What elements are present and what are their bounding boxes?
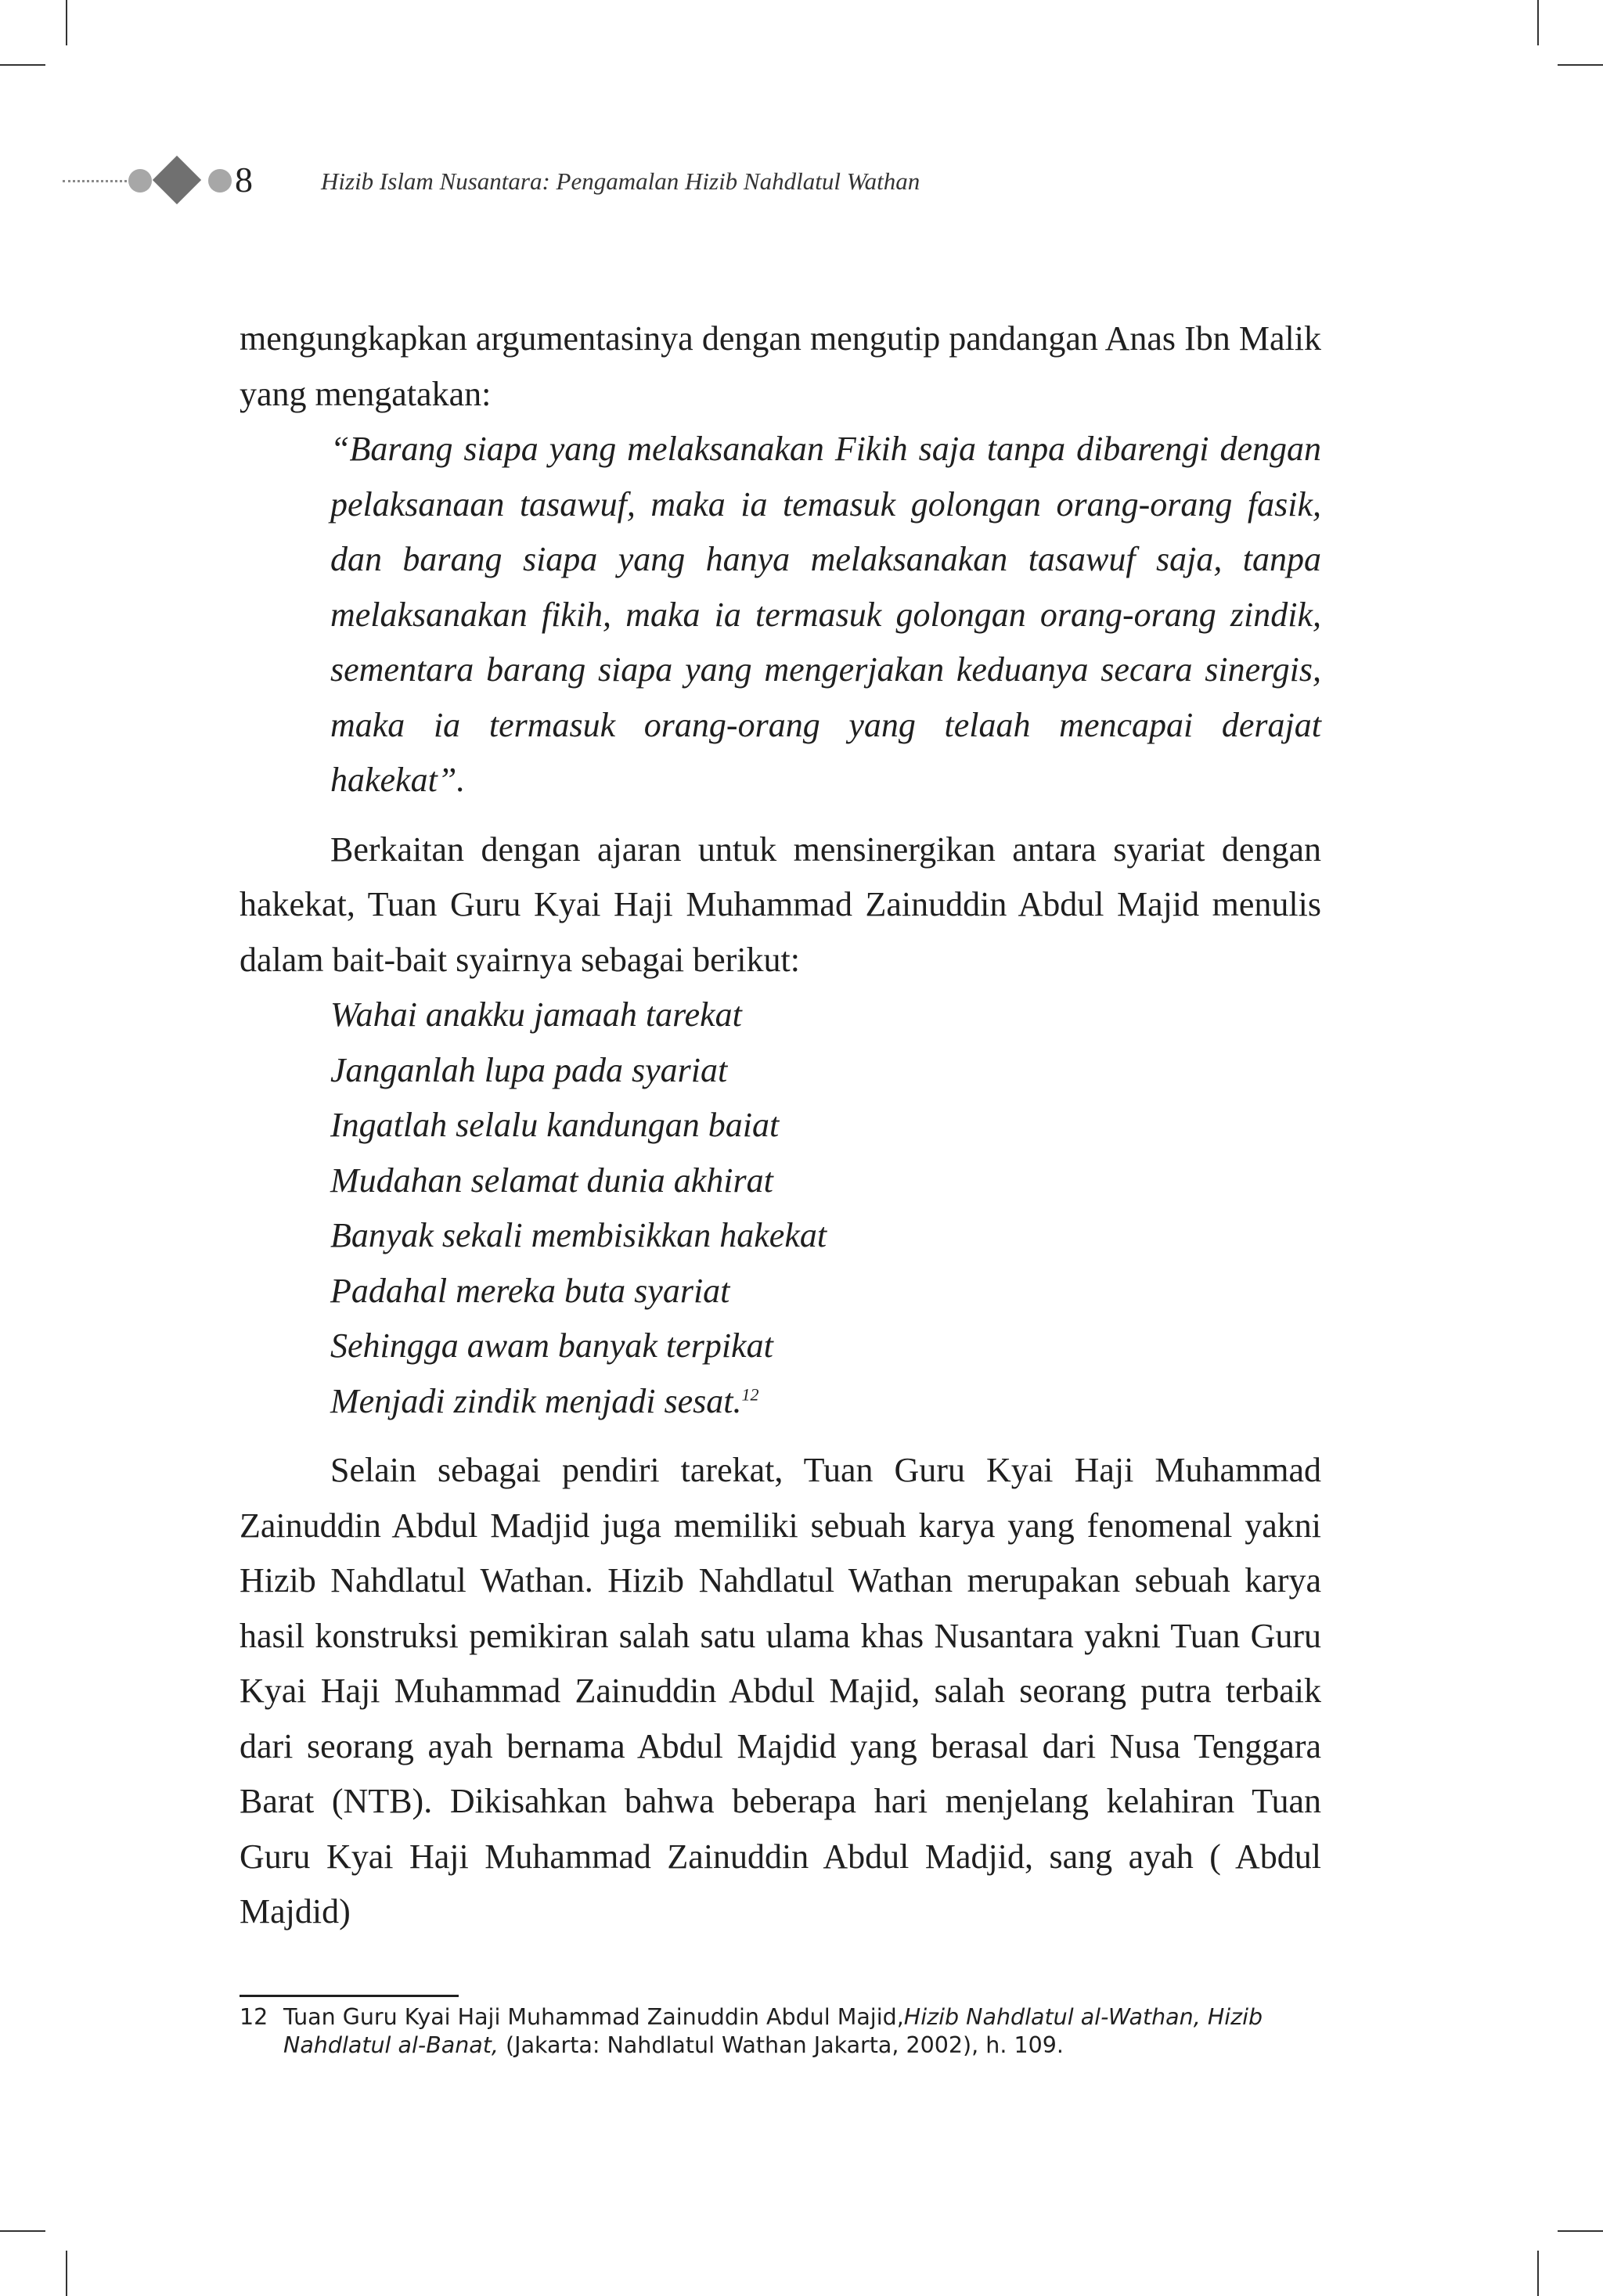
page-header <box>0 153 1603 208</box>
poem-line: Ingatlah selalu kandungan baiat <box>330 1106 780 1144</box>
poem-line: Padahal mereka buta syariat <box>330 1271 730 1310</box>
poem-line-text: Menjadi zindik menjadi sesat. <box>330 1381 742 1420</box>
footnote-reference[interactable]: 12 <box>741 1384 759 1404</box>
poem-line: Janganlah lupa pada syariat <box>330 1050 728 1089</box>
poem-line-last <box>330 1374 1321 1430</box>
poem-line: Banyak sekali membisikkan hakekat <box>330 1216 827 1254</box>
crop-mark-bottom-left-horizontal <box>0 2230 45 2232</box>
paragraph-2: Berkaitan dengan ajaran untuk mensinergikan antara syariat dengan hakekat, Tuan Guru Kyai Haji Muhammad Zainuddin Abdul Majid menulis dalam bait-bait syairnya sebagai berikut: <box>240 830 1321 979</box>
footnote-text <box>283 2003 1321 2060</box>
footnote-publication: (Jakarta: Nahdlatul Wathan Jakarta, 2002), h. 109. <box>498 2032 1064 2058</box>
crop-mark-bottom-right-vertical <box>1537 2251 1539 2296</box>
header-dotted-line <box>63 180 131 182</box>
running-title: Hizib Islam Nusantara: Pengamalan Hizib Nahdlatul Wathan <box>321 167 920 195</box>
page-number: 8 <box>235 160 253 200</box>
crop-mark-bottom-right-horizontal <box>1558 2230 1603 2232</box>
poem-line: Sehingga awam banyak terpikat <box>330 1326 773 1365</box>
crop-mark-top-right-horizontal <box>1558 64 1603 66</box>
crop-mark-top-right-vertical <box>1537 0 1539 45</box>
body-text <box>240 311 1321 1940</box>
footnote <box>240 2003 1321 2060</box>
poem-line: Wahai anakku jamaah tarekat <box>330 995 742 1034</box>
paragraph-3: Selain sebagai pendiri tarekat, Tuan Guru Kyai Haji Muhammad Zainuddin Abdul Madjid juga memiliki sebuah karya yang fenomenal yakni Hizib Nahdlatul Wathan. Hizib Nahdlatul Wathan merupakan sebuah karya hasil konstruksi pemikiran salah satu ulama khas Nusantara yakni Tuan Guru Kyai Haji Muhammad Zainuddin Abdul Majid, salah seorang putra terbaik dari seorang ayah bernama Abdul Majdid yang berasal dari Nusa Tenggara Barat (NTB). Dikisahkan bahwa beberapa hari menjelang kelahiran Tuan Guru Kyai Haji Muhammad Zainuddin Abdul Madjid, sang ayah ( Abdul Majdid) <box>240 1451 1321 1931</box>
intro-paragraph: mengungkapkan argumentasinya dengan mengutip pandangan Anas Ibn Malik yang mengatakan: <box>240 319 1321 413</box>
footnote-divider <box>240 1995 459 1997</box>
footnote-title: Hizib Nahdlatul al-Wathan, Hizib Nahdlatul al-Banat, <box>283 2004 1263 2058</box>
crop-mark-bottom-left-vertical <box>66 2251 67 2296</box>
poem <box>330 988 1321 1429</box>
header-circle-ornament-left <box>128 169 152 193</box>
crop-mark-top-left-vertical <box>66 0 67 45</box>
crop-mark-top-left-horizontal <box>0 64 45 66</box>
footnote-number: 12 <box>240 2004 268 2030</box>
poem-line: Mudahan selamat dunia akhirat <box>330 1161 773 1200</box>
footnote-author: Tuan Guru Kyai Haji Muhammad Zainuddin Abdul Majid, <box>283 2004 904 2030</box>
header-circle-ornament-right <box>208 169 232 193</box>
header-diamond-ornament <box>153 156 201 204</box>
block-quote: “Barang siapa yang melaksanakan Fikih saja tanpa dibarengi dengan pelaksanaan tasawuf, maka ia temasuk golongan orang-orang fasik, dan barang siapa yang hanya melaksanakan tasawuf saja, tanpa melaksanakan fikih, maka ia termasuk golongan orang-orang zindik, sementara barang siapa yang mengerjakan keduanya secara sinergis, maka ia termasuk orang-orang yang telaah mencapai derajat hakekat”. <box>330 430 1321 799</box>
